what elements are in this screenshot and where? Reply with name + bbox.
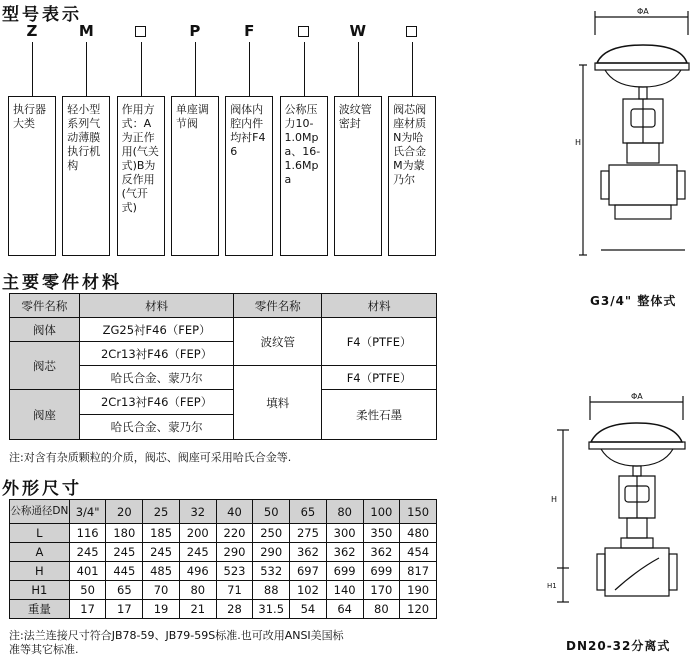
dimension-cell: 31.5 — [253, 600, 290, 619]
code-description-box: 执行器大类 — [8, 96, 56, 256]
dimension-row — [10, 524, 437, 543]
dn-header-cell: 50 — [253, 500, 290, 524]
dimension-cell: 54 — [290, 600, 327, 619]
dn-header-cell: 20 — [106, 500, 143, 524]
dimension-cell: 50 — [69, 581, 106, 600]
dimension-row — [10, 543, 437, 562]
dimension-cell: 496 — [179, 562, 216, 581]
code-letter: W — [349, 22, 367, 40]
separate-caption: DN20-32分离式 — [566, 639, 671, 653]
dimension-row-label: L — [10, 524, 70, 543]
dimension-cell: 70 — [143, 581, 180, 600]
dimensions-table — [9, 499, 437, 619]
dimension-row — [10, 600, 437, 619]
dimension-cell: 80 — [363, 600, 400, 619]
code-description-box: 轻小型系列气动薄膜执行机构 — [62, 96, 110, 256]
dimension-cell: 445 — [106, 562, 143, 581]
dn-header-cell: 150 — [400, 500, 437, 524]
dimension-row-label: 重量 — [10, 600, 70, 619]
separate-h1-label: H1 — [547, 582, 557, 590]
dimension-cell: 80 — [179, 581, 216, 600]
dimension-cell: 140 — [326, 581, 363, 600]
code-connector-line — [141, 42, 142, 96]
integral-caption: G3/4" 整体式 — [590, 294, 677, 308]
dimension-cell: 71 — [216, 581, 253, 600]
header-part-name: 零件名称 — [10, 294, 80, 318]
model-title: 型号表示 — [2, 5, 82, 25]
code-placeholder-box — [406, 26, 417, 37]
dn-header-cell: 100 — [363, 500, 400, 524]
materials-table — [9, 293, 437, 440]
dn-header-label: 公称通径DN — [10, 500, 70, 524]
header-material: 材料 — [79, 294, 234, 318]
dimension-row — [10, 562, 437, 581]
dimension-cell: 245 — [179, 543, 216, 562]
dimension-cell: 116 — [69, 524, 106, 543]
dimension-cell: 350 — [363, 524, 400, 543]
code-placeholder-box — [298, 26, 309, 37]
separate-h-label: H — [551, 495, 558, 504]
dimension-cell: 699 — [363, 562, 400, 581]
dimension-cell: 220 — [216, 524, 253, 543]
dimension-row-label: H — [10, 562, 70, 581]
bellows-material: F4（PTFE） — [322, 318, 437, 366]
code-letter: P — [189, 22, 201, 40]
dimension-cell: 102 — [290, 581, 327, 600]
dimension-cell: 21 — [179, 600, 216, 619]
dimension-cell: 64 — [326, 600, 363, 619]
header-material-2: 材料 — [322, 294, 437, 318]
code-connector-line — [195, 42, 196, 96]
dimension-cell: 180 — [106, 524, 143, 543]
separate-phi-a: ΦA — [631, 392, 643, 401]
dimension-cell: 88 — [253, 581, 290, 600]
dimension-cell: 275 — [290, 524, 327, 543]
dimension-cell: 362 — [290, 543, 327, 562]
code-letter: Z — [26, 22, 38, 40]
dimension-cell: 28 — [216, 600, 253, 619]
dimension-cell: 401 — [69, 562, 106, 581]
seat-material-1: 2Cr13衬F46（FEP） — [79, 390, 234, 415]
code-letter: M — [78, 22, 94, 40]
integral-h-label: H — [575, 138, 582, 147]
dimension-cell: 523 — [216, 562, 253, 581]
code-connector-line — [32, 42, 33, 96]
part-core: 阀芯 — [10, 342, 80, 390]
code-connector-line — [249, 42, 250, 96]
core-material-2: 哈氏合金、蒙乃尔 — [79, 366, 234, 390]
header-part-name-2: 零件名称 — [234, 294, 322, 318]
part-seat: 阀座 — [10, 390, 80, 440]
integral-valve-drawing — [575, 5, 700, 285]
dimension-cell: 290 — [216, 543, 253, 562]
dimension-cell: 300 — [326, 524, 363, 543]
dimension-cell: 362 — [326, 543, 363, 562]
dimension-cell: 250 — [253, 524, 290, 543]
dimension-cell: 185 — [143, 524, 180, 543]
dimension-cell: 245 — [143, 543, 180, 562]
dimension-cell: 120 — [400, 600, 437, 619]
dimension-cell: 245 — [106, 543, 143, 562]
dimension-cell: 245 — [69, 543, 106, 562]
dimension-cell: 290 — [253, 543, 290, 562]
dn-header-cell: 65 — [290, 500, 327, 524]
dimensions-note-2: 准等其它标准. — [9, 643, 79, 656]
dimension-cell: 699 — [326, 562, 363, 581]
dimension-row — [10, 581, 437, 600]
dimension-cell: 170 — [363, 581, 400, 600]
dimension-cell: 200 — [179, 524, 216, 543]
materials-note: 注:对含有杂质颗粒的介质，阀芯、阀座可采用哈氏合金等. — [9, 451, 292, 464]
integral-phi-a: ΦA — [637, 7, 649, 16]
dimension-cell: 697 — [290, 562, 327, 581]
code-description-box: 阀芯阀座材质N为哈氏合金M为蒙乃尔 — [388, 96, 436, 256]
part-packing: 填料 — [234, 366, 322, 440]
code-connector-line — [304, 42, 305, 96]
code-description-box: 波纹管密封 — [334, 96, 382, 256]
part-body: 阀体 — [10, 318, 80, 342]
dimension-row-label: H1 — [10, 581, 70, 600]
dn-header-cell: 80 — [326, 500, 363, 524]
dn-header-cell: 25 — [143, 500, 180, 524]
dimension-cell: 17 — [69, 600, 106, 619]
dimension-cell: 362 — [363, 543, 400, 562]
code-letter: F — [244, 22, 255, 40]
dimension-cell: 190 — [400, 581, 437, 600]
code-placeholder-box — [135, 26, 146, 37]
code-connector-line — [86, 42, 87, 96]
dn-header-cell: 3/4" — [69, 500, 106, 524]
dimension-cell: 532 — [253, 562, 290, 581]
part-bellows: 波纹管 — [234, 318, 322, 366]
dimension-cell: 17 — [106, 600, 143, 619]
dimensions-title: 外形尺寸 — [2, 479, 82, 499]
seat-material-2: 哈氏合金、蒙乃尔 — [79, 415, 234, 440]
core-material-1: 2Cr13衬F46（FEP） — [79, 342, 234, 366]
code-connector-line — [358, 42, 359, 96]
dimension-cell: 19 — [143, 600, 180, 619]
dimension-cell: 480 — [400, 524, 437, 543]
core2-right-material: F4（PTFE） — [322, 366, 437, 390]
packing-material: 柔性石墨 — [322, 390, 437, 440]
code-description-box: 阀体内腔内件均衬F46 — [225, 96, 273, 256]
dimensions-note-1: 注:法兰连接尺寸符合JB78-59、JB79-59S标准.也可改用ANSI美国标 — [9, 629, 344, 642]
separate-valve-drawing — [545, 390, 700, 630]
code-connector-line — [412, 42, 413, 96]
code-description-box: 作用方式：A为正作用(气关式)B为反作用(气开式) — [117, 96, 165, 256]
materials-title: 主要零件材料 — [2, 273, 122, 293]
dimension-row-label: A — [10, 543, 70, 562]
dn-header-cell: 40 — [216, 500, 253, 524]
dimension-cell: 454 — [400, 543, 437, 562]
code-description-box: 公称压力10-1.0Mpa、16-1.6Mpa — [280, 96, 328, 256]
dimension-cell: 485 — [143, 562, 180, 581]
dimension-cell: 817 — [400, 562, 437, 581]
dimension-cell: 65 — [106, 581, 143, 600]
body-material: ZG25衬F46（FEP） — [79, 318, 234, 342]
code-description-box: 单座调节阀 — [171, 96, 219, 256]
dn-header-cell: 32 — [179, 500, 216, 524]
